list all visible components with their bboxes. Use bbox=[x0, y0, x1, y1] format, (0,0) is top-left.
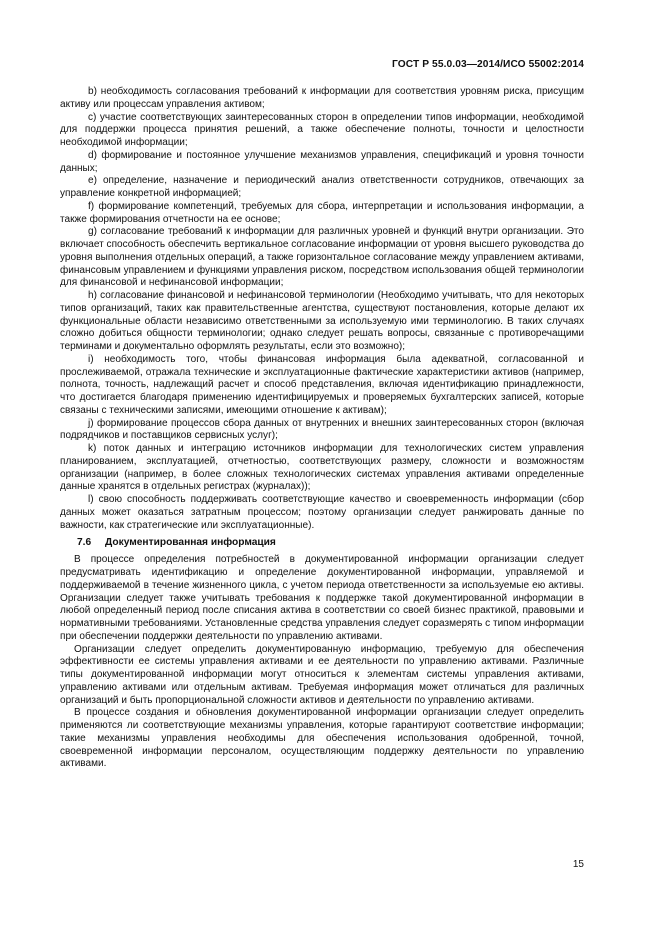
list-item-text: поток данных и интеграцию источников информации для технологических систем управления планированием, эксплуатацией, отчетностью, соответствующих размеру, сложности и возможностям организации (например, в более сложных технологических системах управления активами определенные данные хранятся в отдельных регистрах (журналах)); bbox=[60, 443, 584, 493]
list-item-text: согласование требований к информации для различных уровней и функций внутри организации. Это включает способность обеспечить вертикальное согласование информации от уровня высшего руководства до уровня выполнения отдельных операций, а также горизонтальное согласование между управлением активами, финансовым управлением и функциями управления риском, посредством использования общей терминологии для финансовой и нефинансовой информации; bbox=[60, 226, 584, 289]
section-number: 7.6 bbox=[77, 537, 92, 549]
list-item-text: необходимость согласования требований к информации для соответствия уровням риска, присущим активу или процессам управления активом; bbox=[60, 86, 585, 110]
section-heading bbox=[60, 536, 584, 550]
list-item-text: свою способность поддерживать соответствующие качество и своевременность информации (сбор данных может оказаться затратным процессом; поэтому организации следует ранжировать данные по важности, как стратегические или эксплуатационные). bbox=[60, 494, 584, 531]
list-item-label: g) bbox=[88, 226, 97, 238]
body-paragraph: В процессе определения потребностей в документированной информации организации следует предусматривать идентификацию и определение документированной информации, управляемой и поддерживаемой в течение жизненного цикла, с учетом периода ответственности за используемые ею активы. Организации следует также учитывать требования к поддержке такой документированной информации в любой определенный период после списания актива в соответствии со своей бизнес практикой, правовыми и нормативными требованиями. Установленные средства управления следует соразмерять с типом информации при обеспечении поддержки деятельности по управлению активами. bbox=[60, 554, 584, 642]
list-item-text: формирование процессов сбора данных от внутренних и внешних заинтересованных сторон (включая подрядчиков и поставщиков сервисных услуг); bbox=[60, 417, 585, 442]
list-item-text: участие соответствующих заинтересованных сторон в определении типов информации, необходимой для поддержки процесса принятия решений, а также обеспечение полноты, точности и целостности необходимой информации; bbox=[60, 111, 585, 148]
list-item bbox=[60, 175, 584, 201]
page-number: 15 bbox=[572, 859, 584, 870]
list-item-text: формирование компетенций, требуемых для сбора, интерпретации и использования информации, а также формирования отчетности на ее основе; bbox=[60, 200, 584, 225]
section-paragraphs bbox=[60, 554, 584, 771]
section-title: Документированная информация bbox=[105, 537, 276, 549]
list-item-label: c) bbox=[88, 111, 97, 123]
list-item bbox=[60, 443, 584, 494]
list-item-label: i) bbox=[88, 353, 94, 365]
standard-header: ГОСТ Р 55.0.03—2014/ИСО 55002:2014 bbox=[392, 59, 584, 70]
list-item bbox=[60, 86, 584, 112]
list-item bbox=[60, 494, 584, 532]
body-paragraph: В процессе создания и обновления документированной информации организации следует определить применяются ли соответствующие механизмы управления, которые гарантируют соответствие информации; такие механизмы управления необходимы для обеспечения использования одобренной, точной, своевременной информации персоналом, осуществляющим поддержку деятельности по управлению активами. bbox=[60, 707, 584, 770]
document-page bbox=[60, 58, 584, 888]
list-item bbox=[60, 354, 584, 418]
list-item bbox=[60, 150, 584, 176]
list-item-label: j) bbox=[88, 417, 94, 429]
list-item-label: l) bbox=[88, 494, 94, 505]
list-item-label: d) bbox=[88, 149, 97, 161]
list-item-text: определение, назначение и периодический анализ ответственности сотрудников, отвечающих за управление конкретной информацией; bbox=[60, 175, 584, 199]
document-body bbox=[60, 86, 584, 771]
list-item-text: формирование и постоянное улучшение механизмов управления, спецификаций и уровня точности данных; bbox=[60, 149, 585, 174]
list-item bbox=[60, 418, 584, 444]
body-paragraph: Организации следует определить документированную информацию, требуемую для обеспечения эффективности ее системы управления активами и ее деятельности по управлению активами. Различные типы документированной информации могут относиться к элементам системы управления активами, управлению активами или отдельным активам. Требуемая информация может отличаться для различных организаций и быть пропорциональной сложности активов и деятельности по управлению активами. bbox=[60, 643, 584, 706]
list-item-text: необходимость того, чтобы финансовая информация была адекватной, согласованной и прослеживаемой, отражала технические и эксплуатационные фактические характеристики активов (например, полнота, точность, надлежащий расчет и способ представления, включая идентификацию принадлежности, что достигается благодаря применению идентифицируемых и проверяемых бухгалтерских записей, которые связаны с техническими записями, имеющими отношение к активам); bbox=[60, 353, 584, 416]
list-item-text: согласование финансовой и нефинансовой терминологии (Необходимо учитывать, что для некоторых типов организаций, таких как правительственные агентства, существуют постановления, которые делают их функциональные области независимо ответственными за используемую ими терминологию. В таких случаях сложно добиться общности терминологии; однако следует решать вопросы, связанные с противоречащими терминами и документально оформлять результаты, если это возможно); bbox=[60, 290, 584, 352]
list-item bbox=[60, 226, 584, 290]
list-item bbox=[60, 201, 584, 227]
list-item-label: b) bbox=[88, 86, 97, 97]
list-item bbox=[60, 290, 584, 354]
list-item-label: k) bbox=[88, 443, 97, 454]
requirements-list bbox=[60, 86, 584, 532]
list-item-label: f) bbox=[88, 200, 95, 212]
list-item bbox=[60, 112, 584, 150]
list-item-label: h) bbox=[88, 290, 97, 301]
list-item-label: e) bbox=[88, 175, 97, 187]
